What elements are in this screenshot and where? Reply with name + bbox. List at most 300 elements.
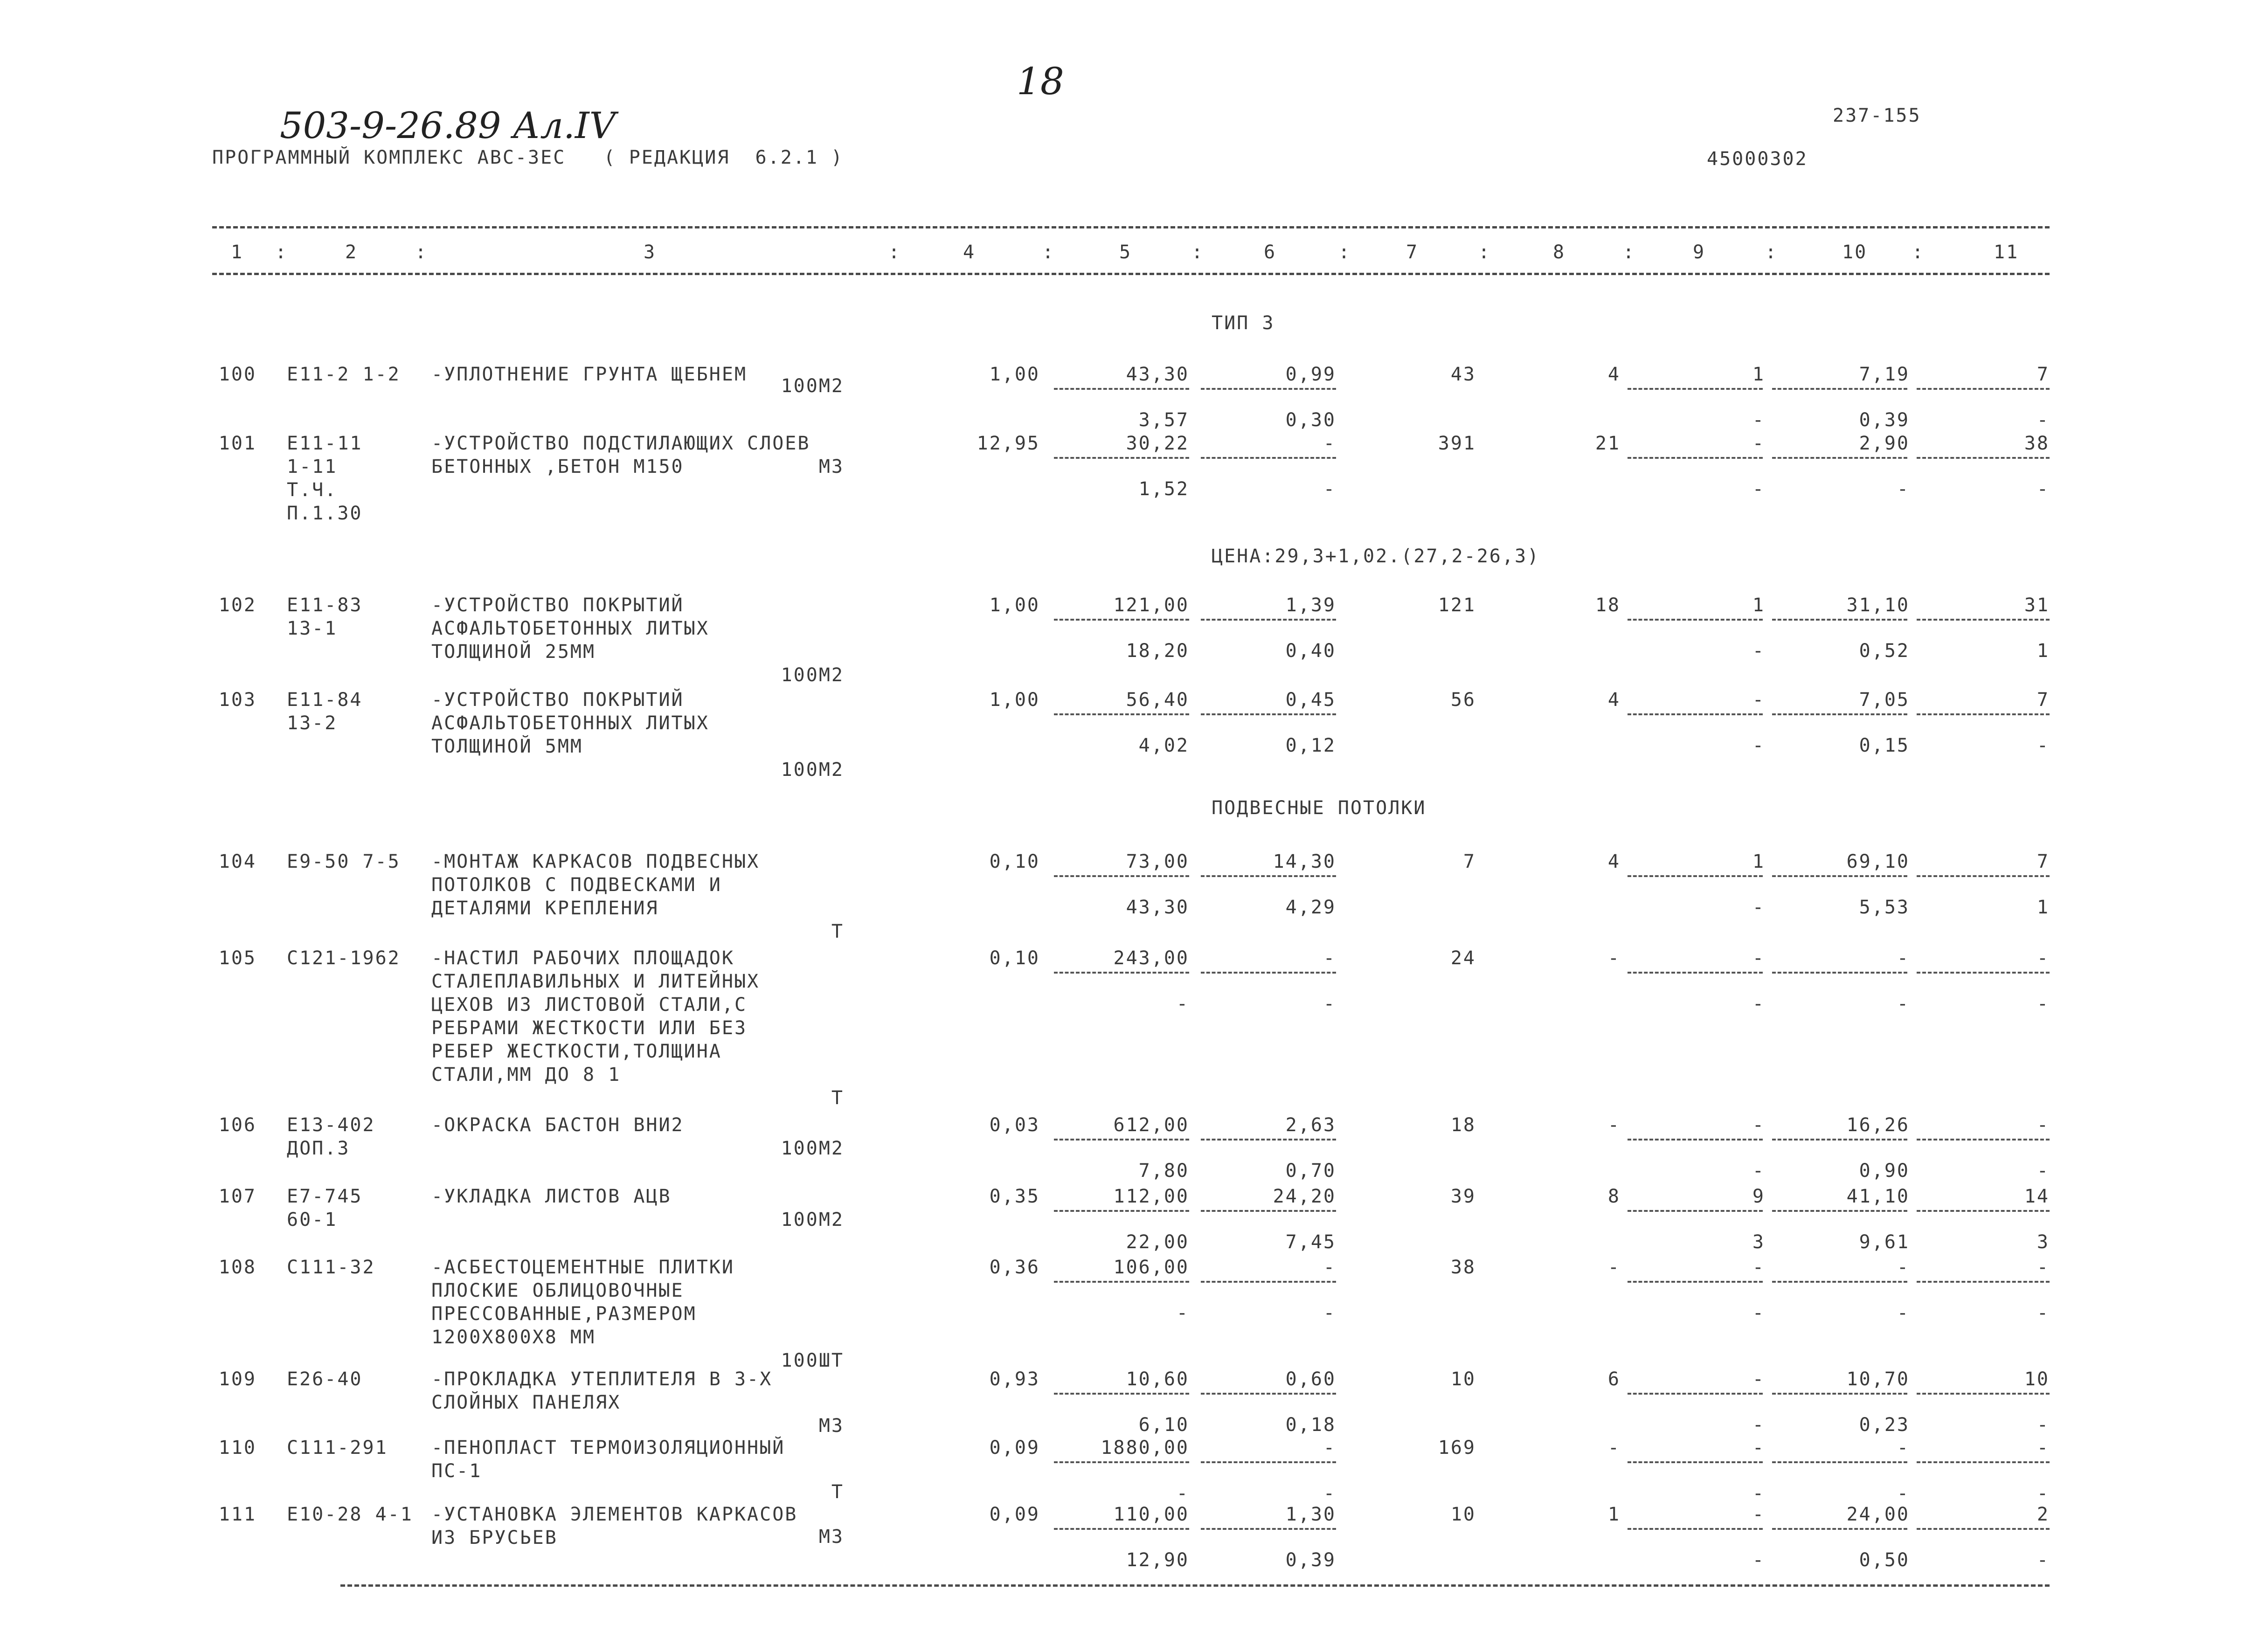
- row-split-rule: [1772, 1139, 1907, 1141]
- row-c9-value: -: [1752, 947, 1765, 969]
- row-c10-value: 31,10: [1846, 594, 1910, 616]
- row-split-rule: [1772, 713, 1907, 715]
- row-quantity: 1,00: [989, 594, 1040, 616]
- row-split-rule: [1772, 388, 1907, 390]
- row-c8-value: 4: [1607, 364, 1621, 385]
- row-description-line: -НАСТИЛ РАБОЧИХ ПЛОЩАДОК: [431, 947, 734, 969]
- row-split-rule: [1772, 1281, 1907, 1283]
- row-code-line: Е26-40: [287, 1369, 363, 1390]
- row-split-rule: [1628, 875, 1763, 877]
- row-c6-lower: -: [1323, 993, 1336, 1015]
- row-description-line: АСФАЛЬТОБЕТОННЫХ ЛИТЫХ: [431, 712, 709, 734]
- row-number: 100: [218, 364, 256, 385]
- row-split-rule: [1772, 1528, 1907, 1530]
- row-description-line: СТАЛИ,ММ ДО 8 1: [431, 1064, 621, 1085]
- row-c10-value: 16,26: [1846, 1114, 1910, 1136]
- row-c11-lower: -: [2036, 1483, 2050, 1504]
- row-c5-lower: 22,00: [1126, 1231, 1189, 1253]
- row-unit: 100М2: [781, 664, 844, 686]
- row-c6-value: 0,45: [1285, 689, 1336, 711]
- row-unit: 100М2: [781, 759, 844, 781]
- row-number: 102: [218, 594, 256, 616]
- row-c6-value: -: [1323, 1257, 1336, 1278]
- row-c8-value: 6: [1607, 1369, 1621, 1390]
- row-c6-value: 24,20: [1273, 1186, 1336, 1207]
- row-c5-lower: 43,30: [1126, 897, 1189, 918]
- row-c5-value: 612,00: [1113, 1114, 1189, 1136]
- row-c6-lower: 4,29: [1285, 897, 1336, 918]
- row-split-rule: [1201, 457, 1336, 459]
- row-code-line: 13-1: [287, 618, 338, 639]
- row-split-rule: [1201, 713, 1336, 715]
- row-code-line: Е11-83: [287, 594, 363, 616]
- row-description-line: -УПЛОТНЕНИЕ ГРУНТА ЩЕБНЕМ: [431, 364, 748, 385]
- row-c5-value: 243,00: [1113, 947, 1189, 969]
- row-quantity: 1,00: [989, 364, 1040, 385]
- row-c10-value: 2,90: [1859, 433, 1910, 454]
- row-code-line: Е13-402: [287, 1114, 375, 1136]
- row-c10-value: 41,10: [1846, 1186, 1910, 1207]
- row-c10-lower: 5,53: [1859, 897, 1910, 918]
- row-c5-value: 112,00: [1113, 1186, 1189, 1207]
- row-c9-value: -: [1752, 689, 1765, 711]
- row-number: 103: [218, 689, 256, 711]
- header-top-rule: [212, 226, 2050, 228]
- row-c7-value: 24: [1450, 947, 1476, 969]
- row-c9-lower: -: [1752, 640, 1765, 662]
- row-code-line: С111-291: [287, 1437, 388, 1458]
- row-code-line: Е11-2 1-2: [287, 364, 401, 385]
- row-c9-lower: -: [1752, 993, 1765, 1015]
- row-split-rule: [1917, 713, 2050, 715]
- row-code-line: 60-1: [287, 1209, 338, 1230]
- row-unit: 100М2: [781, 1209, 844, 1230]
- row-c10-lower: -: [1897, 993, 1910, 1015]
- row-c7-value: 56: [1450, 689, 1476, 711]
- column-number-4: 4: [963, 242, 976, 263]
- row-description-line: ПОТОЛКОВ С ПОДВЕСКАМИ И: [431, 874, 722, 896]
- row-c9-value: -: [1752, 1114, 1765, 1136]
- column-separator: :: [415, 242, 428, 263]
- row-c5-value: 30,22: [1126, 433, 1189, 454]
- row-c11-value: -: [2036, 1114, 2050, 1136]
- row-unit: 100ШТ: [781, 1350, 844, 1371]
- column-number-7: 7: [1406, 242, 1419, 263]
- row-c6-value: -: [1323, 1437, 1336, 1458]
- row-unit: М3: [818, 1526, 844, 1548]
- row-c9-value: 1: [1752, 364, 1765, 385]
- row-c10-lower: -: [1897, 1483, 1910, 1504]
- row-c6-value: 14,30: [1273, 851, 1336, 872]
- row-description-line: -ПРОКЛАДКА УТЕПЛИТЕЛЯ В 3-Х: [431, 1369, 773, 1390]
- column-number-9: 9: [1693, 242, 1706, 263]
- row-c7-value: 169: [1438, 1437, 1476, 1458]
- row-description-line: БЕТОННЫХ ,БЕТОН М150: [431, 456, 684, 477]
- row-c9-lower: -: [1752, 1414, 1765, 1436]
- row-code-line: Е11-84: [287, 689, 363, 711]
- row-description-line: ПЛОСКИЕ ОБЛИЦОВОЧНЫЕ: [431, 1280, 684, 1301]
- row-description-line: ЦЕХОВ ИЗ ЛИСТОВОЙ СТАЛИ,С: [431, 994, 748, 1016]
- row-c10-value: -: [1897, 1257, 1910, 1278]
- handwritten-document-id: 503-9-26.89 Ал.IV: [280, 105, 616, 147]
- row-c11-lower: -: [2036, 1414, 2050, 1436]
- row-split-rule: [1917, 1139, 2050, 1141]
- row-split-rule: [1628, 457, 1763, 459]
- column-separator: :: [888, 242, 901, 263]
- row-c11-value: 7: [2036, 364, 2050, 385]
- row-quantity: 0,93: [989, 1369, 1040, 1390]
- row-c11-lower: -: [2036, 993, 2050, 1015]
- row-c10-value: -: [1897, 947, 1910, 969]
- row-split-rule: [1628, 388, 1763, 390]
- row-unit: М3: [818, 1415, 844, 1437]
- row-description-line: ИЗ БРУСЬЕВ: [431, 1527, 558, 1548]
- column-number-3: 3: [644, 242, 657, 263]
- row-c11-lower: -: [2036, 735, 2050, 756]
- row-c5-value: 110,00: [1113, 1504, 1189, 1525]
- row-split-rule: [1201, 1210, 1336, 1212]
- row-quantity: 0,10: [989, 947, 1040, 969]
- row-description-line: -МОНТАЖ КАРКАСОВ ПОДВЕСНЫХ: [431, 851, 760, 872]
- row-split-rule: [1054, 1393, 1189, 1395]
- row-split-rule: [1201, 875, 1336, 877]
- column-separator: :: [1042, 242, 1055, 263]
- row-c10-lower: 9,61: [1859, 1231, 1910, 1253]
- row-split-rule: [1054, 1139, 1189, 1141]
- section-price-note: ЦЕНА:29,3+1,02.(27,2-26,3): [1212, 546, 1540, 567]
- row-c9-value: 1: [1752, 594, 1765, 616]
- row-split-rule: [1201, 1139, 1336, 1141]
- row-c7-value: 38: [1450, 1257, 1476, 1278]
- row-c7-value: 7: [1463, 851, 1476, 872]
- column-separator: :: [1765, 242, 1778, 263]
- column-number-11: 11: [1994, 242, 2019, 263]
- row-c5-lower: -: [1176, 1302, 1189, 1324]
- row-code-line: Е10-28 4-1: [287, 1504, 413, 1525]
- column-number-2: 2: [345, 242, 358, 263]
- reference-top: 237-155: [1833, 105, 1921, 126]
- row-c5-lower: 6,10: [1138, 1414, 1189, 1436]
- column-separator: :: [1338, 242, 1351, 263]
- row-split-rule: [1628, 1139, 1763, 1141]
- row-description-line: -ОКРАСКА БАСТОН ВНИ2: [431, 1114, 684, 1136]
- row-description-line: АСФАЛЬТОБЕТОННЫХ ЛИТЫХ: [431, 618, 709, 639]
- row-c10-value: 10,70: [1846, 1369, 1910, 1390]
- row-c6-value: 1,30: [1285, 1504, 1336, 1525]
- row-code-line: Е9-50 7-5: [287, 851, 401, 872]
- row-c5-value: 121,00: [1113, 594, 1189, 616]
- program-line: ПРОГРАММНЫЙ КОМПЛЕКС АВС-3ЕС ( РЕДАКЦИЯ 6.2.1 ): [212, 147, 844, 168]
- row-c9-value: -: [1752, 433, 1765, 454]
- row-number: 107: [218, 1186, 256, 1207]
- row-c6-value: 0,60: [1285, 1369, 1336, 1390]
- row-split-rule: [1054, 1281, 1189, 1283]
- row-c10-value: 7,19: [1859, 364, 1910, 385]
- row-code-line: Т.Ч.: [287, 479, 338, 501]
- row-number: 108: [218, 1257, 256, 1278]
- row-description-line: -УСТРОЙСТВО ПОКРЫТИЙ: [431, 594, 684, 616]
- row-split-rule: [1054, 457, 1189, 459]
- row-split-rule: [1054, 875, 1189, 877]
- row-c11-lower: -: [2036, 1160, 2050, 1182]
- row-code-line: Е7-745: [287, 1186, 363, 1207]
- row-description-line: РЕБРАМИ ЖЕСТКОСТИ ИЛИ БЕЗ: [431, 1017, 748, 1039]
- row-unit: 100М2: [781, 375, 844, 397]
- row-unit: М3: [818, 456, 844, 477]
- column-number-10: 10: [1842, 242, 1868, 263]
- row-c8-value: 4: [1607, 851, 1621, 872]
- row-c5-lower: 3,57: [1138, 409, 1189, 431]
- row-split-rule: [1054, 1528, 1189, 1530]
- row-split-rule: [1054, 619, 1189, 621]
- row-description-line: СЛОЙНЫХ ПАНЕЛЯХ: [431, 1392, 621, 1413]
- column-separator: :: [275, 242, 288, 263]
- column-separator: :: [1478, 242, 1491, 263]
- row-split-rule: [1772, 875, 1907, 877]
- row-description-line: -АСБЕСТОЦЕМЕНТНЫЕ ПЛИТКИ: [431, 1257, 734, 1278]
- column-separator: :: [1191, 242, 1205, 263]
- row-number: 106: [218, 1114, 256, 1136]
- row-c8-value: -: [1607, 1257, 1621, 1278]
- row-c6-value: 1,39: [1285, 594, 1336, 616]
- row-description-line: СТАЛЕПЛАВИЛЬНЫХ И ЛИТЕЙНЫХ: [431, 971, 760, 992]
- row-c11-lower: 1: [2036, 640, 2050, 662]
- row-c9-lower: -: [1752, 409, 1765, 431]
- row-split-rule: [1201, 619, 1336, 621]
- row-split-rule: [1201, 1393, 1336, 1395]
- row-c11-value: 10: [2024, 1369, 2050, 1390]
- row-number: 101: [218, 433, 256, 454]
- row-c7-value: 121: [1438, 594, 1476, 616]
- row-split-rule: [1054, 972, 1189, 974]
- row-c7-value: 39: [1450, 1186, 1476, 1207]
- row-quantity: 0,36: [989, 1257, 1040, 1278]
- row-c6-lower: 0,40: [1285, 640, 1336, 662]
- row-split-rule: [1054, 713, 1189, 715]
- row-c6-value: -: [1323, 947, 1336, 969]
- header-bottom-rule: [212, 273, 2050, 275]
- row-c10-lower: 0,39: [1859, 409, 1910, 431]
- row-split-rule: [1201, 972, 1336, 974]
- row-split-rule: [1628, 713, 1763, 715]
- row-c5-lower: 7,80: [1138, 1160, 1189, 1182]
- column-separator: :: [1912, 242, 1925, 263]
- row-c10-value: 69,10: [1846, 851, 1910, 872]
- row-split-rule: [1772, 619, 1907, 621]
- row-c6-lower: 0,70: [1285, 1160, 1336, 1182]
- row-c9-lower: -: [1752, 897, 1765, 918]
- row-c9-lower: -: [1752, 1302, 1765, 1324]
- row-split-rule: [1917, 388, 2050, 390]
- row-c11-value: 7: [2036, 689, 2050, 711]
- row-quantity: 0,09: [989, 1504, 1040, 1525]
- row-split-rule: [1054, 1210, 1189, 1212]
- row-c7-value: 18: [1450, 1114, 1476, 1136]
- row-quantity: 0,09: [989, 1437, 1040, 1458]
- row-c9-lower: 3: [1752, 1231, 1765, 1253]
- row-c6-lower: 7,45: [1285, 1231, 1336, 1253]
- row-c9-value: -: [1752, 1504, 1765, 1525]
- row-split-rule: [1917, 972, 2050, 974]
- row-c9-value: 9: [1752, 1186, 1765, 1207]
- row-c6-lower: 0,18: [1285, 1414, 1336, 1436]
- row-code-line: С121-1962: [287, 947, 401, 969]
- row-description-line: -УКЛАДКА ЛИСТОВ АЦВ: [431, 1186, 672, 1207]
- row-c7-value: 391: [1438, 433, 1476, 454]
- row-c10-lower: 0,15: [1859, 735, 1910, 756]
- row-c8-value: 1: [1607, 1504, 1621, 1525]
- row-c11-lower: -: [2036, 1302, 2050, 1324]
- table-bottom-rule: [340, 1584, 2050, 1587]
- row-c10-lower: 0,50: [1859, 1549, 1910, 1571]
- row-c9-lower: -: [1752, 1160, 1765, 1182]
- row-split-rule: [1917, 619, 2050, 621]
- row-c8-value: -: [1607, 1437, 1621, 1458]
- row-c7-value: 43: [1450, 364, 1476, 385]
- row-c11-lower: 1: [2036, 897, 2050, 918]
- row-code-line: Е11-11: [287, 433, 363, 454]
- row-c10-lower: -: [1897, 478, 1910, 500]
- row-description-line: -УСТРОЙСТВО ПОКРЫТИЙ: [431, 689, 684, 711]
- row-c9-lower: -: [1752, 735, 1765, 756]
- row-c10-lower: 0,23: [1859, 1414, 1910, 1436]
- row-c5-lower: 1,52: [1138, 478, 1189, 500]
- row-split-rule: [1628, 1281, 1763, 1283]
- row-c11-lower: -: [2036, 478, 2050, 500]
- row-description-line: ПС-1: [431, 1460, 482, 1482]
- row-c11-value: -: [2036, 1437, 2050, 1458]
- row-c7-value: 10: [1450, 1504, 1476, 1525]
- row-c10-lower: -: [1897, 1302, 1910, 1324]
- row-c6-value: 0,99: [1285, 364, 1336, 385]
- row-split-rule: [1917, 457, 2050, 459]
- row-code-line: С111-32: [287, 1257, 375, 1278]
- row-c6-lower: 0,12: [1285, 735, 1336, 756]
- row-c7-value: 10: [1450, 1369, 1476, 1390]
- row-c6-value: 2,63: [1285, 1114, 1336, 1136]
- row-unit: Т: [831, 1087, 844, 1109]
- column-separator: :: [1623, 242, 1636, 263]
- section-title-ceilings: ПОДВЕСНЫЕ ПОТОЛКИ: [1212, 797, 1427, 819]
- row-c11-value: 38: [2024, 433, 2050, 454]
- row-quantity: 0,35: [989, 1186, 1040, 1207]
- row-c9-value: 1: [1752, 851, 1765, 872]
- row-description-line: ПРЕССОВАННЫЕ,РАЗМЕРОМ: [431, 1303, 697, 1325]
- row-split-rule: [1054, 1461, 1189, 1463]
- row-split-rule: [1628, 1210, 1763, 1212]
- row-c5-lower: 12,90: [1126, 1549, 1189, 1571]
- row-c11-value: 7: [2036, 851, 2050, 872]
- row-split-rule: [1201, 388, 1336, 390]
- row-split-rule: [1772, 457, 1907, 459]
- handwritten-page-number: 18: [1017, 60, 1064, 103]
- row-split-rule: [1917, 1528, 2050, 1530]
- row-unit: Т: [831, 1481, 844, 1503]
- row-c5-value: 43,30: [1126, 364, 1189, 385]
- row-c5-value: 1880,00: [1101, 1437, 1189, 1458]
- row-split-rule: [1772, 1210, 1907, 1212]
- row-c5-lower: 4,02: [1138, 735, 1189, 756]
- row-c11-lower: -: [2036, 409, 2050, 431]
- row-quantity: 12,95: [977, 433, 1040, 454]
- row-unit: 100М2: [781, 1138, 844, 1159]
- row-quantity: 1,00: [989, 689, 1040, 711]
- row-code-line: ДОП.3: [287, 1138, 350, 1159]
- row-c10-value: -: [1897, 1437, 1910, 1458]
- row-split-rule: [1772, 972, 1907, 974]
- section-title-tip3: ТИП 3: [1212, 312, 1275, 334]
- row-description-line: РЕБЕР ЖЕСТКОСТИ,ТОЛЩИНА: [431, 1041, 722, 1062]
- row-split-rule: [1628, 1461, 1763, 1463]
- row-c6-lower: -: [1323, 1483, 1336, 1504]
- row-description-line: 1200Х800Х8 ММ: [431, 1327, 596, 1348]
- row-c5-value: 10,60: [1126, 1369, 1189, 1390]
- row-description-line: ДЕТАЛЯМИ КРЕПЛЕНИЯ: [431, 898, 659, 919]
- row-description-line: -ПЕНОПЛАСТ ТЕРМОИЗОЛЯЦИОННЫЙ: [431, 1437, 785, 1458]
- row-number: 110: [218, 1437, 256, 1458]
- row-c5-lower: -: [1176, 1483, 1189, 1504]
- row-c10-value: 7,05: [1859, 689, 1910, 711]
- reference-code: 45000302: [1707, 148, 1808, 170]
- row-c11-value: 14: [2024, 1186, 2050, 1207]
- row-c9-value: -: [1752, 1257, 1765, 1278]
- row-c9-lower: -: [1752, 1549, 1765, 1571]
- row-c10-lower: 0,90: [1859, 1160, 1910, 1182]
- row-split-rule: [1201, 1281, 1336, 1283]
- row-split-rule: [1201, 1461, 1336, 1463]
- row-c9-value: -: [1752, 1369, 1765, 1390]
- row-split-rule: [1772, 1461, 1907, 1463]
- row-c6-lower: -: [1323, 478, 1336, 500]
- row-c11-value: -: [2036, 947, 2050, 969]
- row-c6-value: -: [1323, 433, 1336, 454]
- row-c9-lower: -: [1752, 478, 1765, 500]
- row-code-line: 1-11: [287, 456, 338, 477]
- row-unit: Т: [831, 921, 844, 942]
- row-split-rule: [1917, 1461, 2050, 1463]
- row-split-rule: [1628, 1393, 1763, 1395]
- row-code-line: П.1.30: [287, 503, 363, 524]
- column-number-5: 5: [1119, 242, 1132, 263]
- row-c11-lower: 3: [2036, 1231, 2050, 1253]
- row-c9-lower: -: [1752, 1483, 1765, 1504]
- row-c8-value: 4: [1607, 689, 1621, 711]
- row-c10-value: 24,00: [1846, 1504, 1910, 1525]
- row-c6-lower: 0,39: [1285, 1549, 1336, 1571]
- row-c11-value: 2: [2036, 1504, 2050, 1525]
- row-c6-lower: -: [1323, 1302, 1336, 1324]
- column-number-1: 1: [231, 242, 244, 263]
- column-number-8: 8: [1553, 242, 1566, 263]
- row-c8-value: 21: [1595, 433, 1621, 454]
- row-c11-value: -: [2036, 1257, 2050, 1278]
- row-split-rule: [1917, 1281, 2050, 1283]
- row-split-rule: [1917, 1393, 2050, 1395]
- row-c8-value: -: [1607, 947, 1621, 969]
- column-number-6: 6: [1264, 242, 1277, 263]
- row-c5-value: 106,00: [1113, 1257, 1189, 1278]
- row-c8-value: 18: [1595, 594, 1621, 616]
- row-c5-lower: 18,20: [1126, 640, 1189, 662]
- row-c8-value: -: [1607, 1114, 1621, 1136]
- row-split-rule: [1201, 1528, 1336, 1530]
- row-c11-value: 31: [2024, 594, 2050, 616]
- row-split-rule: [1917, 875, 2050, 877]
- row-c5-lower: -: [1176, 993, 1189, 1015]
- row-c11-lower: -: [2036, 1549, 2050, 1571]
- row-number: 104: [218, 851, 256, 872]
- row-split-rule: [1628, 619, 1763, 621]
